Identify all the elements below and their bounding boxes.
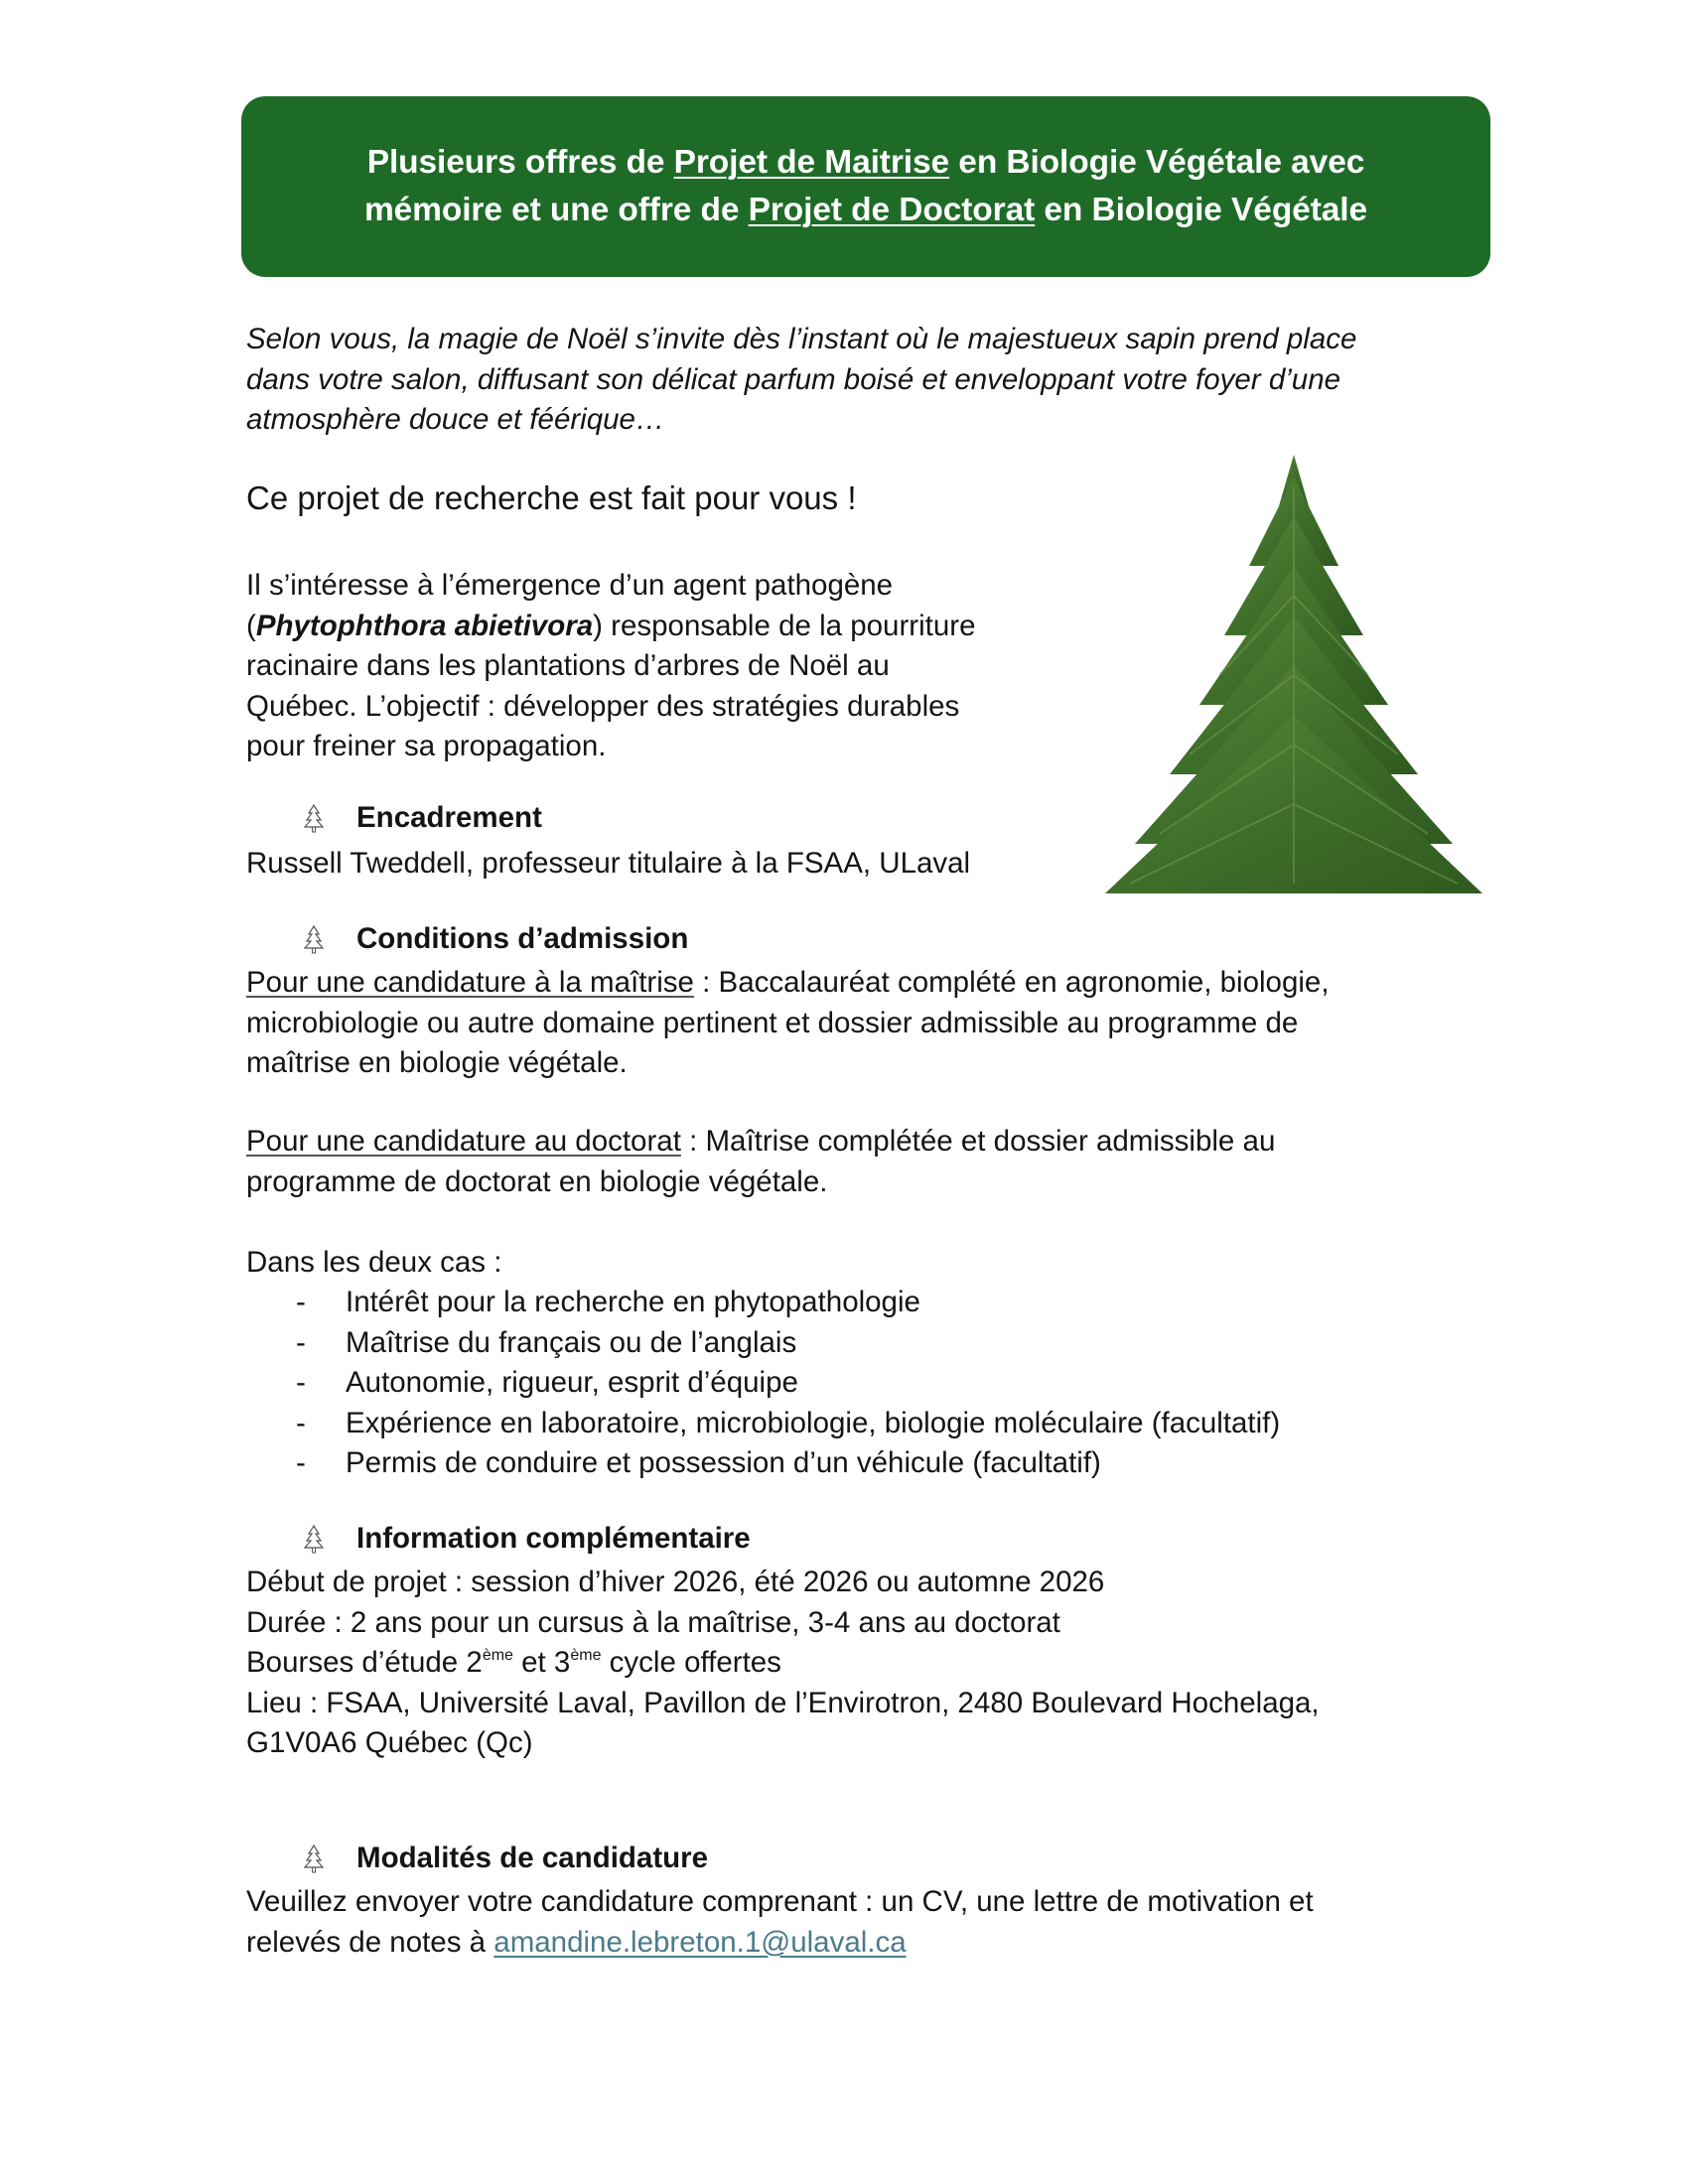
list-item bbox=[296, 1363, 1280, 1404]
list-item bbox=[296, 1404, 1280, 1444]
tree-outline-icon bbox=[303, 1843, 325, 1873]
heading-text: Conditions d’admission bbox=[356, 922, 689, 955]
conditions-maitrise bbox=[246, 963, 1330, 1084]
info-text: et 3 bbox=[512, 1646, 571, 1679]
conditions-text: programme de doctorat en biologie végétale. bbox=[246, 1164, 828, 1198]
species-name: Phytophthora abietivora bbox=[255, 609, 594, 642]
info-lieu: G1V0A6 Québec (Qc) bbox=[246, 1726, 533, 1759]
conditions-doctorat bbox=[246, 1122, 1275, 1202]
tree-outline-icon bbox=[303, 1524, 325, 1554]
info-debut: Début de projet : session d’hiver 2026, été 2026 ou automne 2026 bbox=[246, 1566, 1105, 1598]
superscript: ème bbox=[570, 1647, 602, 1664]
list-item bbox=[296, 1443, 1280, 1484]
description-line: Il s’intéresse à l’émergence d’un agent pathogène bbox=[246, 569, 894, 602]
section-heading-modalites bbox=[303, 1842, 708, 1875]
maitrise-label: Pour une candidature à la maîtrise bbox=[246, 966, 694, 999]
tree-outline-icon bbox=[303, 924, 325, 954]
list-item bbox=[296, 1323, 1280, 1364]
christmas-tree-image bbox=[1100, 447, 1487, 908]
conditions-text: microbiologie ou autre domaine pertinent et dossier admissible au programme de bbox=[246, 1006, 1299, 1039]
lead-heading: Ce projet de recherche est fait pour vous ! bbox=[246, 479, 857, 516]
tree-outline-icon bbox=[303, 803, 325, 833]
info-bourses bbox=[246, 1646, 781, 1679]
heading-text: Encadrement bbox=[356, 801, 542, 834]
requirement-text: Permis de conduire et possession d’un véhicule (facultatif) bbox=[346, 1446, 1101, 1479]
intro-paragraph bbox=[246, 320, 1356, 441]
banner-text: Plusieurs offres de bbox=[366, 144, 674, 181]
requirement-text: Autonomie, rigueur, esprit d’équipe bbox=[346, 1366, 798, 1399]
modalites-text: Veuillez envoyer votre candidature comprenant : un CV, une lettre de motivation et bbox=[246, 1885, 1314, 1918]
requirement-text: Expérience en laboratoire, microbiologie, biologie moléculaire (facultatif) bbox=[346, 1406, 1281, 1439]
section-heading-encadrement bbox=[303, 801, 542, 835]
email-link[interactable]: amandine.lebreton.1@ulaval.ca bbox=[493, 1925, 907, 1959]
section-heading-conditions bbox=[303, 922, 688, 956]
modalites-paragraph bbox=[246, 1882, 1314, 1963]
heading-text: Information complémentaire bbox=[356, 1522, 751, 1555]
info-text: cycle offertes bbox=[601, 1646, 781, 1679]
banner-text: en Biologie Végétale bbox=[1035, 192, 1368, 228]
banner-text: en Biologie Végétale avec bbox=[949, 144, 1365, 181]
conditions-text: : Baccalauréat complété en agronomie, biologie, bbox=[693, 966, 1330, 999]
section-heading-information bbox=[303, 1522, 751, 1556]
encadrement-text: Russell Tweddell, professeur titulaire à la FSAA, ULaval bbox=[246, 847, 971, 880]
info-duree: Durée : 2 ans pour un cursus à la maîtrise, 3-4 ans au doctorat bbox=[246, 1605, 1060, 1639]
requirements-list bbox=[296, 1283, 1280, 1484]
bullet: - bbox=[296, 1286, 306, 1318]
description-text: ( bbox=[246, 609, 256, 642]
conditions-text: : Maîtrise complétée et dossier admissible au bbox=[680, 1125, 1276, 1158]
description-line: Québec. L’objectif : développer des stratégies durables bbox=[246, 689, 960, 723]
description-text: ) responsable de la pourriture bbox=[593, 609, 976, 642]
bullet: - bbox=[296, 1446, 306, 1479]
info-text: Bourses d’étude 2 bbox=[246, 1646, 483, 1679]
both-cases-label: Dans les deux cas : bbox=[246, 1246, 502, 1279]
banner-doctorat-link: Projet de Doctorat bbox=[748, 192, 1036, 228]
information-paragraph bbox=[246, 1563, 1320, 1764]
requirement-text: Maîtrise du français ou de l’anglais bbox=[346, 1325, 797, 1359]
banner-text: mémoire et une offre de bbox=[363, 192, 749, 228]
banner-maitrise-link: Projet de Maitrise bbox=[673, 144, 950, 181]
description-line: racinaire dans les plantations d’arbres de Noël au bbox=[246, 649, 890, 682]
description-line: pour freiner sa propagation. bbox=[246, 730, 607, 762]
title-banner bbox=[241, 96, 1490, 277]
list-item bbox=[296, 1283, 1280, 1323]
intro-line: Selon vous, la magie de Noël s’invite dès l’instant où le majestueux sapin prend place bbox=[246, 323, 1357, 355]
superscript: ème bbox=[482, 1647, 513, 1664]
doctorat-label: Pour une candidature au doctorat bbox=[246, 1125, 681, 1158]
intro-line: atmosphère douce et féérique… bbox=[246, 403, 665, 436]
banner-title bbox=[364, 139, 1367, 234]
bullet: - bbox=[296, 1366, 306, 1399]
heading-text: Modalités de candidature bbox=[356, 1842, 709, 1874]
requirement-text: Intérêt pour la recherche en phytopathologie bbox=[346, 1286, 920, 1318]
conditions-text: maîtrise en biologie végétale. bbox=[246, 1046, 628, 1079]
intro-line: dans votre salon, diffusant son délicat parfum boisé et enveloppant votre foyer d’une bbox=[246, 362, 1341, 396]
bullet: - bbox=[296, 1406, 306, 1439]
modalites-text: relevés de notes à bbox=[246, 1925, 494, 1959]
bullet: - bbox=[296, 1325, 306, 1359]
description-paragraph bbox=[246, 566, 975, 767]
info-lieu: Lieu : FSAA, Université Laval, Pavillon de l’Envirotron, 2480 Boulevard Hochelaga, bbox=[246, 1686, 1320, 1719]
